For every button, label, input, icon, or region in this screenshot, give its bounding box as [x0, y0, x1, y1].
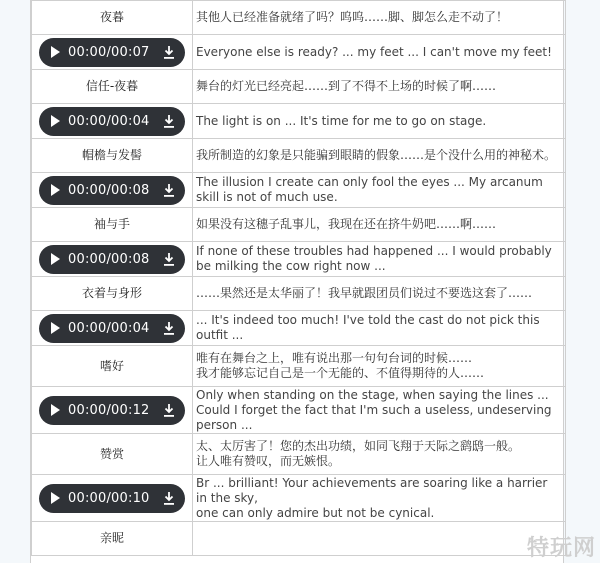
voice-title: 亲昵 [99, 531, 124, 545]
audio-player [39, 245, 185, 274]
chinese-line: 太、太厉害了！您的杰出功绩，如同飞翔于天际之鹞鸱一般。 [196, 439, 521, 453]
table-row [32, 35, 566, 70]
audio-player [39, 314, 185, 343]
download-icon[interactable] [163, 184, 175, 197]
chinese-line: 唯有在舞台之上，唯有说出那一句句台词的时候…… [196, 351, 473, 365]
table-row [32, 277, 566, 311]
play-icon[interactable] [51, 46, 60, 58]
english-line: Everyone else is ready? ... my feet ... I can't move my feet! [196, 44, 552, 59]
chinese-line: 其他人已经准备就绪了吗？呜呜……脚、脚怎么走不动了！ [196, 10, 509, 24]
audio-player [39, 176, 185, 205]
play-icon[interactable] [51, 404, 60, 416]
table-row [32, 434, 566, 475]
english-line: The illusion I create can only fool the eyes ... My arcanum skill is not of much use. [196, 175, 543, 204]
english-line: Could I forget the fact that I'm such a useless, undeserving person ... [196, 402, 552, 432]
play-icon[interactable] [51, 322, 60, 334]
audio-time: 00:00/00:12 [68, 402, 150, 418]
table-row [32, 139, 566, 173]
chinese-line: 我所制造的幻象是只能骗到眼睛的假象……是个没什么用的神秘术。 [196, 148, 557, 162]
chinese-line: ……果然还是太华丽了！我早就跟团员们说过不要选这套了…… [196, 286, 533, 300]
voice-lines-table [31, 0, 566, 556]
english-line: one can only admire but not be cynical. [196, 505, 435, 520]
download-icon[interactable] [163, 115, 175, 128]
download-icon[interactable] [163, 46, 175, 59]
table-row [32, 311, 566, 346]
table-row [32, 387, 566, 434]
audio-player [39, 107, 185, 136]
voice-title: 衣着与身形 [81, 286, 142, 300]
download-icon[interactable] [163, 253, 175, 266]
table-row [32, 346, 566, 387]
chinese-line: 如果没有这穗子乱事儿，我现在还在挤牛奶吧……啊…… [196, 217, 497, 231]
voice-title: 信任-夜暮 [85, 79, 139, 93]
chinese-line: 舞台的灯光已经亮起……到了不得不上场的时候了啊…… [196, 79, 497, 93]
audio-player [39, 38, 185, 67]
english-line: If none of these troubles had happened ... I would probably be milking the cow right now ... [196, 244, 552, 273]
english-line: Only when standing on the stage, when saying the lines ... [196, 387, 549, 402]
table-row [32, 1, 566, 35]
table-row [32, 475, 566, 522]
table-row [32, 104, 566, 139]
table-row [32, 522, 566, 556]
audio-time: 00:00/00:10 [68, 490, 150, 506]
table-row [32, 70, 566, 104]
audio-time: 00:00/00:08 [68, 182, 150, 198]
download-icon[interactable] [163, 322, 175, 335]
audio-time: 00:00/00:04 [68, 320, 150, 336]
play-icon[interactable] [51, 115, 60, 127]
site-watermark: 特玩网 [526, 536, 596, 561]
audio-time: 00:00/00:07 [68, 44, 150, 60]
table-row [32, 242, 566, 277]
voice-title: 嗜好 [99, 358, 124, 373]
download-icon[interactable] [163, 404, 175, 417]
voice-title: 赞赏 [99, 446, 124, 461]
play-icon[interactable] [51, 184, 60, 196]
chinese-line: 让人唯有赞叹，而无嫉恨。 [196, 454, 341, 468]
voice-title: 帽檐与发髻 [81, 148, 142, 162]
play-icon[interactable] [51, 253, 60, 265]
english-line: ... It's indeed too much! I've told the cast do not pick this outfit ... [196, 313, 540, 342]
voice-title: 夜暮 [99, 10, 124, 24]
table-row [32, 173, 566, 208]
audio-time: 00:00/00:08 [68, 251, 150, 267]
chinese-line: 我才能够忘记自己是一个无能的、不值得期待的人…… [196, 366, 485, 380]
table-row [32, 208, 566, 242]
voice-title: 袖与手 [93, 217, 130, 231]
download-icon[interactable] [163, 492, 175, 505]
play-icon[interactable] [51, 492, 60, 504]
english-line: The light is on ... It's time for me to go on stage. [196, 113, 487, 128]
audio-player [39, 484, 185, 513]
english-line: Br ... brilliant! Your achievements are soaring like a harrier in the sky, [196, 475, 548, 505]
audio-player [39, 396, 185, 425]
voice-lines-table-container [30, 0, 564, 563]
audio-time: 00:00/00:04 [68, 113, 150, 129]
